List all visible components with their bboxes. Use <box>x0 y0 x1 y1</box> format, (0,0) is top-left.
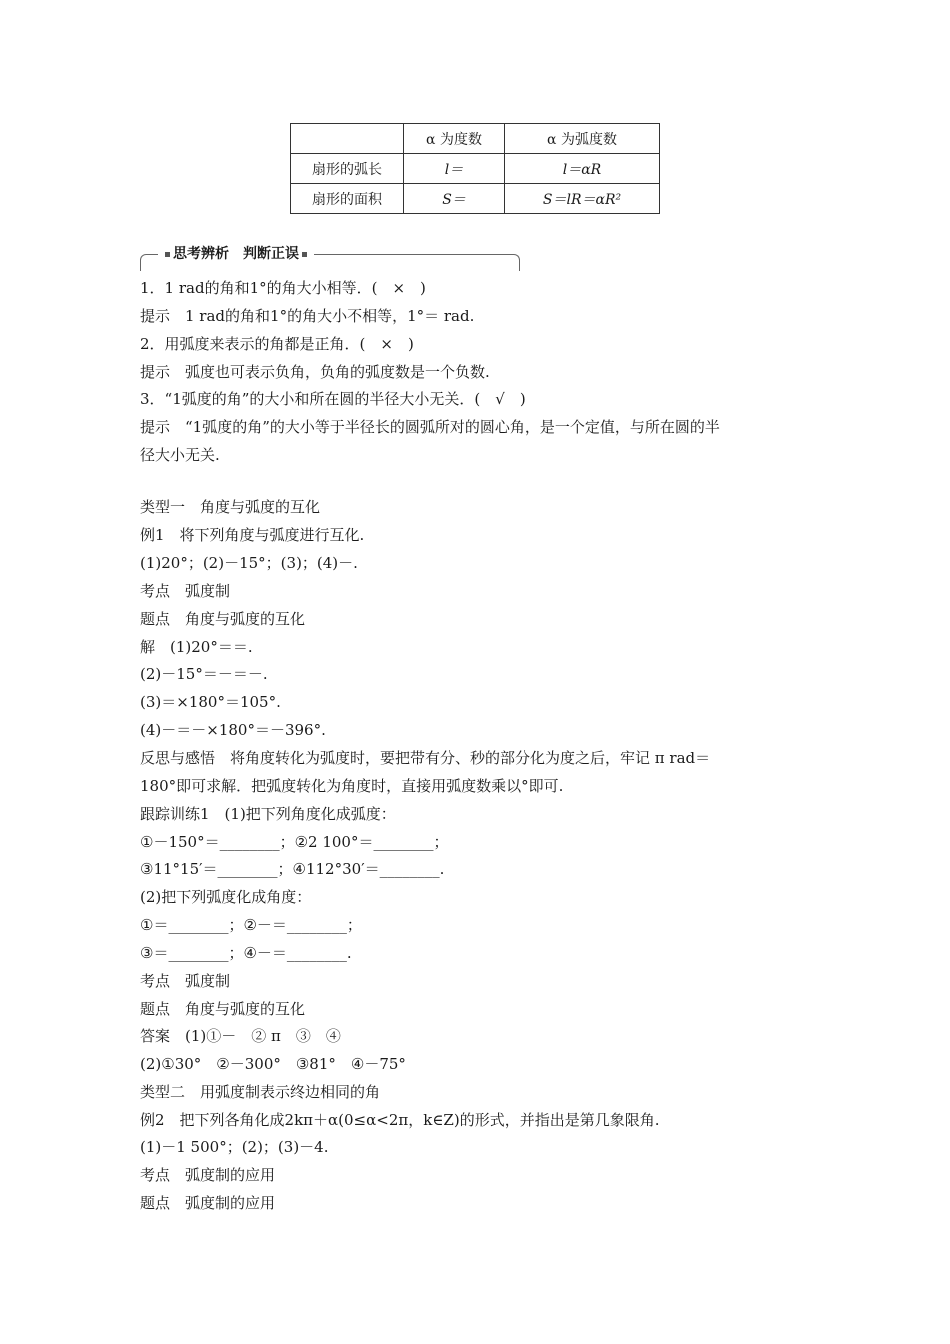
text-line: 提示 “1弧度的角”的大小等于半径长的圆弧所对的圆心角，是一个定值，与所在圆的半 <box>140 418 720 436</box>
banner-label <box>158 246 314 262</box>
table-cell: l＝αR <box>505 154 660 184</box>
text-line: (2)把下列弧度化成角度： <box>140 888 312 906</box>
sector-formula-table <box>290 123 660 214</box>
text-line: 1．1 rad的角和1°的角大小相等．( × ) <box>140 279 426 297</box>
text-line: (1)－1 500°；(2)；(3)－4. <box>140 1138 329 1156</box>
text-line: 考点 弧度制的应用 <box>140 1166 276 1184</box>
text-line: 3．“1弧度的角”的大小和所在圆的半径大小无关．( √ ) <box>140 390 526 408</box>
table-cell: l＝ <box>404 154 505 184</box>
text-line: 2．用弧度来表示的角都是正角．( × ) <box>140 335 414 353</box>
text-line: 反思与感悟 将角度转化为弧度时，要把带有分、秒的部分化为度之后，牢记 π rad＝ <box>140 749 711 767</box>
table-cell: 扇形的面积 <box>291 184 404 214</box>
table-cell: α 为度数 <box>404 124 505 154</box>
text-line: (2)①30° ②－300° ③81° ④－75° <box>140 1055 406 1073</box>
text-line: 提示 1 rad的角和1°的角大小不相等，1°＝ rad. <box>140 307 475 325</box>
text-line: 题点 弧度制的应用 <box>140 1194 276 1212</box>
text-line: 题点 角度与弧度的互化 <box>140 610 306 628</box>
text-line: 跟踪训练1 (1)把下列角度化成弧度： <box>140 805 396 823</box>
text-line: (3)＝×180°＝105°. <box>140 693 281 711</box>
table-cell: 扇形的弧长 <box>291 154 404 184</box>
text-line: ③11°15′＝________；④112°30′＝________. <box>140 860 445 878</box>
text-line: (1)20°；(2)－15°；(3)；(4)－. <box>140 554 358 572</box>
text-line: 考点 弧度制 <box>140 582 231 600</box>
text-line: 例1 将下列角度与弧度进行互化. <box>140 526 365 544</box>
table-row <box>291 184 660 214</box>
text-line: 径大小无关. <box>140 446 220 464</box>
text-line: 考点 弧度制 <box>140 972 231 990</box>
text-line: ①＝________；②－＝________； <box>140 916 362 934</box>
text-line: 180°即可求解．把弧度转化为角度时，直接用弧度数乘以°即可. <box>140 777 564 795</box>
table-cell: S＝lR＝αR² <box>505 184 660 214</box>
text-line: (4)－＝－×180°＝－396°. <box>140 721 326 739</box>
square-bullet-icon <box>302 252 307 257</box>
banner-title: 思考辨析 判断正误 <box>173 246 299 262</box>
text-line: 题点 角度与弧度的互化 <box>140 1000 306 1018</box>
text-line: (2)－15°＝－＝－. <box>140 665 268 683</box>
square-bullet-icon <box>165 252 170 257</box>
table-cell: α 为弧度数 <box>505 124 660 154</box>
table-row <box>291 124 660 154</box>
text-line: ③＝________；④－＝________. <box>140 944 352 962</box>
section-heading: 类型一 角度与弧度的互化 <box>140 498 321 516</box>
table-row <box>291 154 660 184</box>
section-banner <box>140 246 520 272</box>
text-line: ①－150°＝________；②2 100°＝________； <box>140 833 449 851</box>
text-line: 答案 (1)①－ ② π ③ ④ <box>140 1027 341 1045</box>
text-line: 解 (1)20°＝＝. <box>140 638 253 656</box>
section-heading: 类型二 用弧度制表示终边相同的角 <box>140 1083 381 1101</box>
table-cell: S＝ <box>404 184 505 214</box>
text-line: 提示 弧度也可表示负角，负角的弧度数是一个负数. <box>140 363 490 381</box>
text-line: 例2 把下列各角化成2kπ＋α(0≤α<2π，k∈Z)的形式，并指出是第几象限角. <box>140 1111 660 1129</box>
table-cell <box>291 124 404 154</box>
